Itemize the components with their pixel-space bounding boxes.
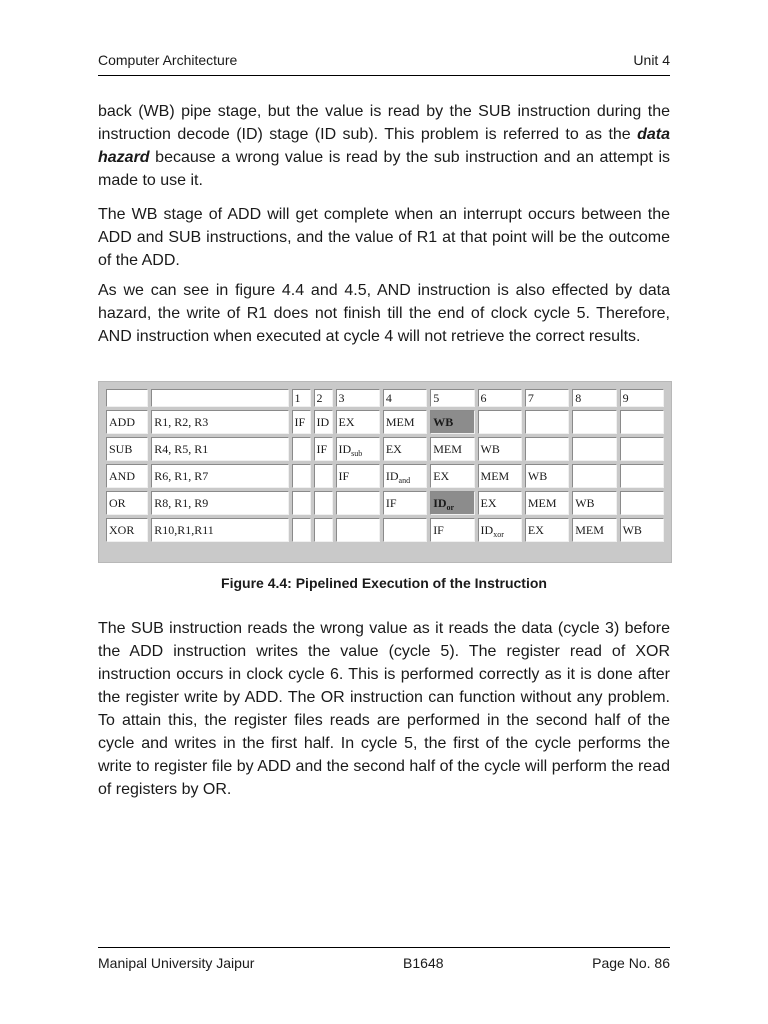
header-blank-cell [151, 389, 288, 407]
stage-cell [292, 437, 311, 461]
stage-label: ID [480, 522, 494, 537]
cycle-header-cell: 9 [620, 389, 664, 407]
stage-cell [525, 410, 569, 434]
stage-cell [336, 464, 380, 488]
instruction-name-cell: OR [106, 491, 148, 515]
stage-cell [620, 491, 664, 515]
stage-cell [383, 410, 427, 434]
stage-label: IF [433, 522, 444, 537]
pipeline-table [103, 386, 667, 545]
stage-cell [430, 518, 474, 542]
stage-cell [430, 464, 474, 488]
stage-cell [620, 437, 664, 461]
header-title: Computer Architecture [98, 52, 238, 68]
paragraph-3: As we can see in figure 4.4 and 4.5, AND instruction is also effected by data hazard, the write of R1 does not finish till the end of clock cycle 5. Therefore, AND instruction when executed at cycle 4 will not retrieve the correct results. [98, 282, 670, 345]
stage-label: MEM [575, 522, 604, 537]
stage-subscript: sub [351, 448, 363, 458]
stage-cell [478, 464, 522, 488]
cycle-header-cell: 5 [430, 389, 474, 407]
stage-cell [430, 491, 474, 515]
instruction-row [106, 464, 664, 488]
stage-label: IF [385, 495, 397, 510]
stage-cell [525, 464, 569, 488]
cycle-header-cell: 2 [314, 389, 333, 407]
stage-cell [478, 437, 522, 461]
operands-cell: R10,R1,R11 [151, 518, 288, 542]
cycle-header-cell: 3 [336, 389, 380, 407]
stage-cell [620, 518, 664, 542]
cycle-header-cell: 6 [478, 389, 522, 407]
footer-university: Manipal University Jaipur [98, 955, 255, 971]
stage-cell [572, 491, 616, 515]
instruction-row [106, 491, 664, 515]
stage-cell [572, 518, 616, 542]
instruction-name-cell: SUB [106, 437, 148, 461]
stage-label: MEM [527, 495, 557, 510]
header-blank-cell [106, 389, 148, 407]
stage-cell [383, 464, 427, 488]
cycle-header-cell: 4 [383, 389, 427, 407]
stage-cell [572, 437, 616, 461]
stage-cell [383, 491, 427, 515]
operands-cell: R1, R2, R3 [151, 410, 288, 434]
stage-cell [292, 464, 311, 488]
stage-cell [383, 518, 427, 542]
instruction-name-cell: AND [106, 464, 148, 488]
cycle-header-cell: 8 [572, 389, 616, 407]
stage-cell [314, 464, 333, 488]
cycle-header-row [106, 389, 664, 407]
stage-cell [314, 491, 333, 515]
stage-label: WB [527, 468, 548, 483]
stage-cell [572, 410, 616, 434]
stage-cell [572, 464, 616, 488]
footer-code: B1648 [403, 955, 444, 971]
stage-cell [336, 410, 380, 434]
paragraph-1-end: because a wrong value is read by the sub instruction and an attempt is made to use it. [98, 149, 670, 189]
stage-cell [478, 410, 522, 434]
header-unit: Unit 4 [633, 52, 670, 68]
stage-label: EX [385, 441, 402, 456]
pipeline-table-body [106, 389, 664, 542]
stage-cell [292, 518, 311, 542]
stage-label: ID [338, 441, 352, 456]
stage-cell [525, 518, 569, 542]
paragraph-4: The SUB instruction reads the wrong value as it reads the data (cycle 3) before the ADD instruction writes the value (cycle 5). The register read of XOR instruction occurs in clock cycle 6. This is performed correctly as it is done after the register write by ADD. The OR instruction can function without any problem. To attain this, the register files reads are performed in the second half of the cycle and writes in the first half. In cycle 5, the first of the cycle performs the write to register file by ADD and the second half of the cycle will perform the read of registers by OR. [98, 620, 670, 798]
stage-label: WB [575, 495, 595, 510]
stage-label: IF [316, 441, 328, 456]
paragraph-1-start: back (WB) pipe stage, but the value is read by the SUB instruction during the instruction decode (ID) stage (ID sub). This problem is referred to as the [98, 103, 670, 143]
stage-cell [292, 410, 311, 434]
instruction-row [106, 437, 664, 461]
stage-label: EX [338, 414, 355, 429]
stage-cell [314, 518, 333, 542]
stage-subscript: and [398, 475, 411, 485]
stage-label: EX [480, 495, 497, 510]
stage-cell [478, 491, 522, 515]
operands-cell: R6, R1, R7 [151, 464, 288, 488]
stage-label: MEM [433, 441, 462, 456]
paragraph-1 [98, 100, 670, 192]
page-header [98, 52, 670, 76]
instruction-row [106, 518, 664, 542]
operands-cell: R8, R1, R9 [151, 491, 288, 515]
cycle-header-cell: 1 [292, 389, 311, 407]
stage-cell [336, 491, 380, 515]
stage-cell [383, 437, 427, 461]
stage-label: IF [294, 414, 306, 429]
stage-cell [314, 437, 333, 461]
cycle-header-cell: 7 [525, 389, 569, 407]
stage-label: MEM [385, 414, 415, 429]
figure-caption: Figure 4.4: Pipelined Execution of the Instruction [221, 575, 547, 591]
stage-label: ID [433, 495, 447, 510]
stage-cell [430, 410, 474, 434]
stage-label: EX [527, 522, 544, 537]
stage-cell [525, 437, 569, 461]
stage-cell [336, 437, 380, 461]
footer-page-number: Page No. 86 [592, 955, 670, 971]
stage-label: EX [433, 468, 450, 483]
page-footer [98, 947, 670, 971]
stage-cell [430, 437, 474, 461]
instruction-name-cell: XOR [106, 518, 148, 542]
stage-label: IF [338, 468, 350, 483]
stage-cell [292, 491, 311, 515]
stage-label: WB [622, 522, 642, 537]
stage-cell [336, 518, 380, 542]
stage-cell [620, 410, 664, 434]
instruction-row [106, 410, 664, 434]
stage-label: WB [480, 441, 500, 456]
stage-cell [620, 464, 664, 488]
stage-label: WB [433, 414, 454, 429]
stage-cell [478, 518, 522, 542]
stage-label: MEM [480, 468, 510, 483]
pipeline-figure [98, 381, 672, 563]
instruction-name-cell: ADD [106, 410, 148, 434]
operands-cell: R4, R5, R1 [151, 437, 288, 461]
stage-label: ID [316, 414, 330, 429]
data-hazard-term: data hazard [98, 126, 670, 166]
stage-subscript: xor [493, 529, 504, 539]
paragraph-2: The WB stage of ADD will get complete when an interrupt occurs between the ADD and SUB instructions, and the value of R1 at that point will be the outcome of the ADD. [98, 206, 670, 269]
stage-label: ID [385, 468, 399, 483]
stage-cell [314, 410, 333, 434]
stage-subscript: or [446, 502, 455, 512]
stage-cell [525, 491, 569, 515]
